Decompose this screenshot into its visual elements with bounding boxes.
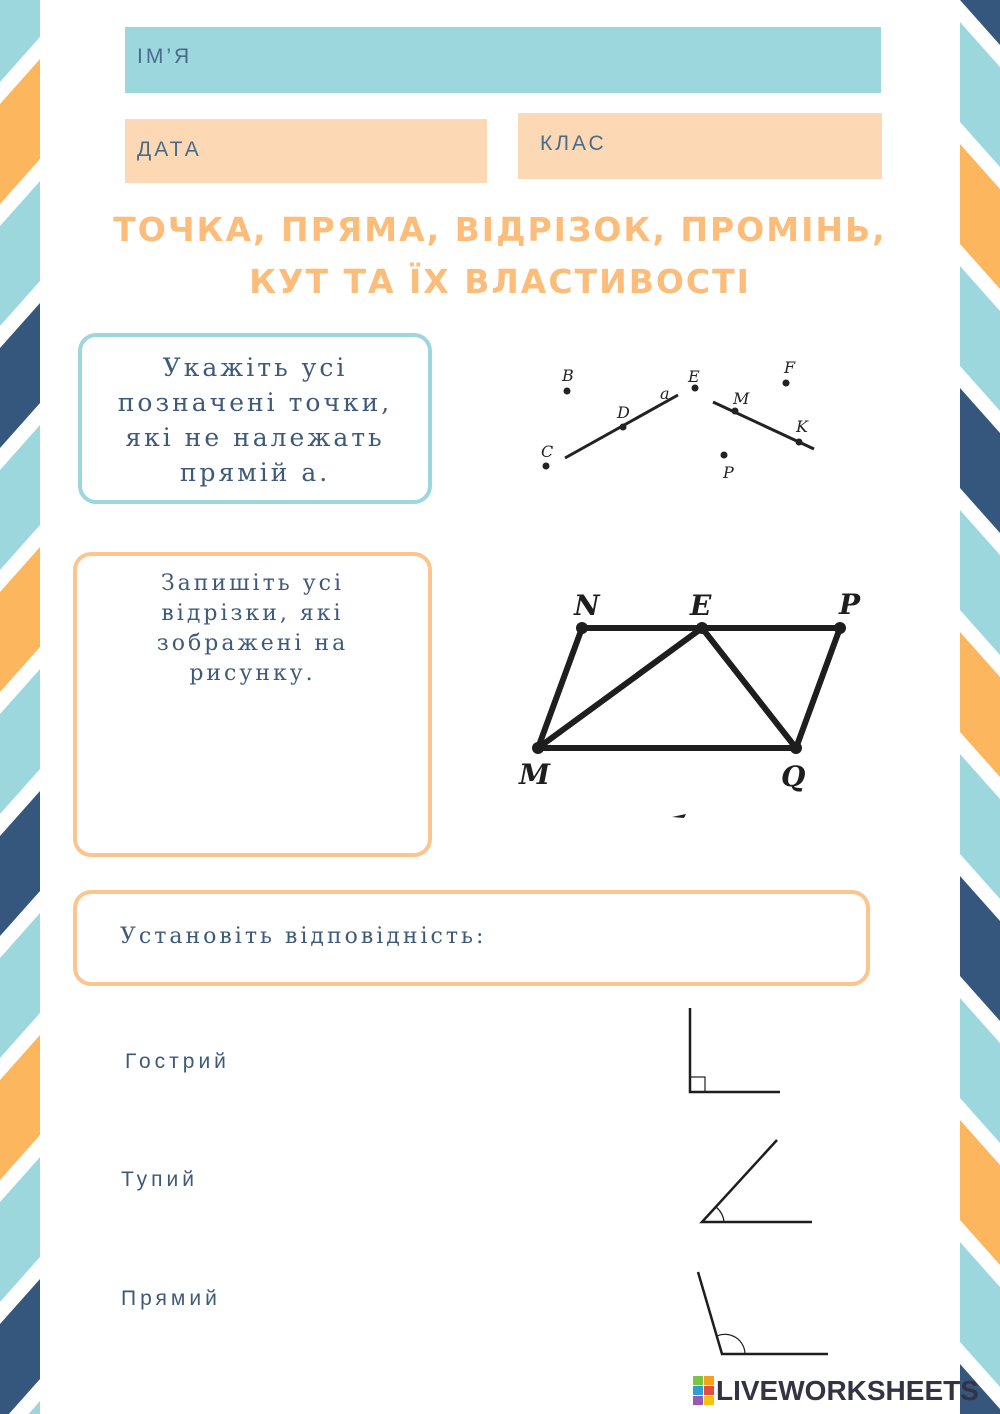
border-stripe [0, 303, 40, 448]
point-f [783, 380, 790, 387]
liveworksheets-brand: LIVEWORKSHEETS [716, 1375, 979, 1406]
task2-line3: зображені на [156, 631, 349, 656]
label-c: C [541, 442, 554, 461]
label-b: B [562, 366, 574, 385]
obtuse-angle-figure[interactable] [690, 1268, 835, 1363]
border-stripe [960, 998, 1000, 1143]
border-stripe [0, 59, 40, 204]
border-stripe [0, 425, 40, 570]
label-n: N [574, 589, 600, 622]
liveworksheets-logo-icon [693, 1373, 715, 1407]
trapezoid-figure [510, 585, 870, 825]
date-label: ДАТА [137, 138, 202, 161]
task2-text [77, 569, 428, 689]
name-field[interactable] [125, 27, 881, 93]
left-striped-border [0, 0, 40, 1414]
angle-label-obtuse[interactable]: Тупий [121, 1168, 198, 1191]
point-k [796, 439, 803, 446]
label-q: Q [781, 760, 806, 793]
border-stripe [0, 913, 40, 1058]
point-m [732, 408, 739, 415]
border-stripe [0, 547, 40, 692]
border-stripe [960, 876, 1000, 1021]
angle-label-acute[interactable]: Гострий [125, 1050, 230, 1073]
task1-line4: прямій а. [179, 458, 331, 487]
border-stripe [960, 266, 1000, 411]
point-b [564, 388, 571, 395]
border-stripe [960, 22, 1000, 167]
border-stripe [960, 754, 1000, 899]
class-field[interactable] [518, 113, 882, 179]
border-stripe [0, 1279, 40, 1414]
right-striped-border [960, 0, 1000, 1414]
task1-text [82, 350, 428, 490]
right-angle-figure[interactable] [680, 1005, 790, 1100]
border-stripe [960, 1120, 1000, 1265]
acute-angle-figure[interactable] [690, 1135, 820, 1230]
border-stripe [960, 388, 1000, 533]
task2-line4: рисунку. [189, 661, 316, 686]
label-f: F [784, 358, 796, 377]
border-stripe [0, 181, 40, 326]
point-c [543, 463, 550, 470]
point-d [620, 424, 627, 431]
border-stripe [0, 1157, 40, 1302]
border-stripe [960, 1242, 1000, 1387]
points-lines-figure [520, 355, 830, 495]
task1-line1: Укажіть усі [162, 353, 348, 382]
page-title-line2: КУТ ТА ЇХ ВЛАСТИВОСТІ [249, 262, 751, 301]
label-p: P [723, 463, 734, 482]
label-d: D [617, 403, 630, 422]
label-p2: P [839, 588, 861, 621]
label-m: M [733, 389, 750, 408]
angle-label-right[interactable]: Прямий [121, 1287, 221, 1310]
page-title-line1: ТОЧКА, ПРЯМА, ВІДРІЗОК, ПРОМІНЬ, [113, 210, 887, 249]
border-stripe [0, 791, 40, 936]
task2-line2: відрізки, які [161, 601, 344, 626]
label-e: E [688, 367, 700, 386]
border-stripe [960, 510, 1000, 655]
task1-line3: які не належать [125, 423, 385, 452]
border-stripe [0, 669, 40, 814]
border-stripe [960, 632, 1000, 777]
label-a: a [660, 384, 670, 403]
task3-instruction: Установіть відповідність: [120, 924, 487, 949]
border-stripe [960, 144, 1000, 289]
label-k: K [796, 417, 808, 436]
task1-line2: позначені точки, [117, 388, 393, 417]
point-p [721, 452, 728, 459]
class-label: КЛАС [540, 132, 607, 155]
border-stripe [0, 1035, 40, 1180]
label-m2: M [519, 758, 550, 791]
task2-line1: Запишіть усі [160, 571, 345, 596]
date-field[interactable] [125, 119, 487, 183]
name-label: ІМ’Я [137, 45, 193, 68]
label-e2: E [690, 589, 712, 622]
